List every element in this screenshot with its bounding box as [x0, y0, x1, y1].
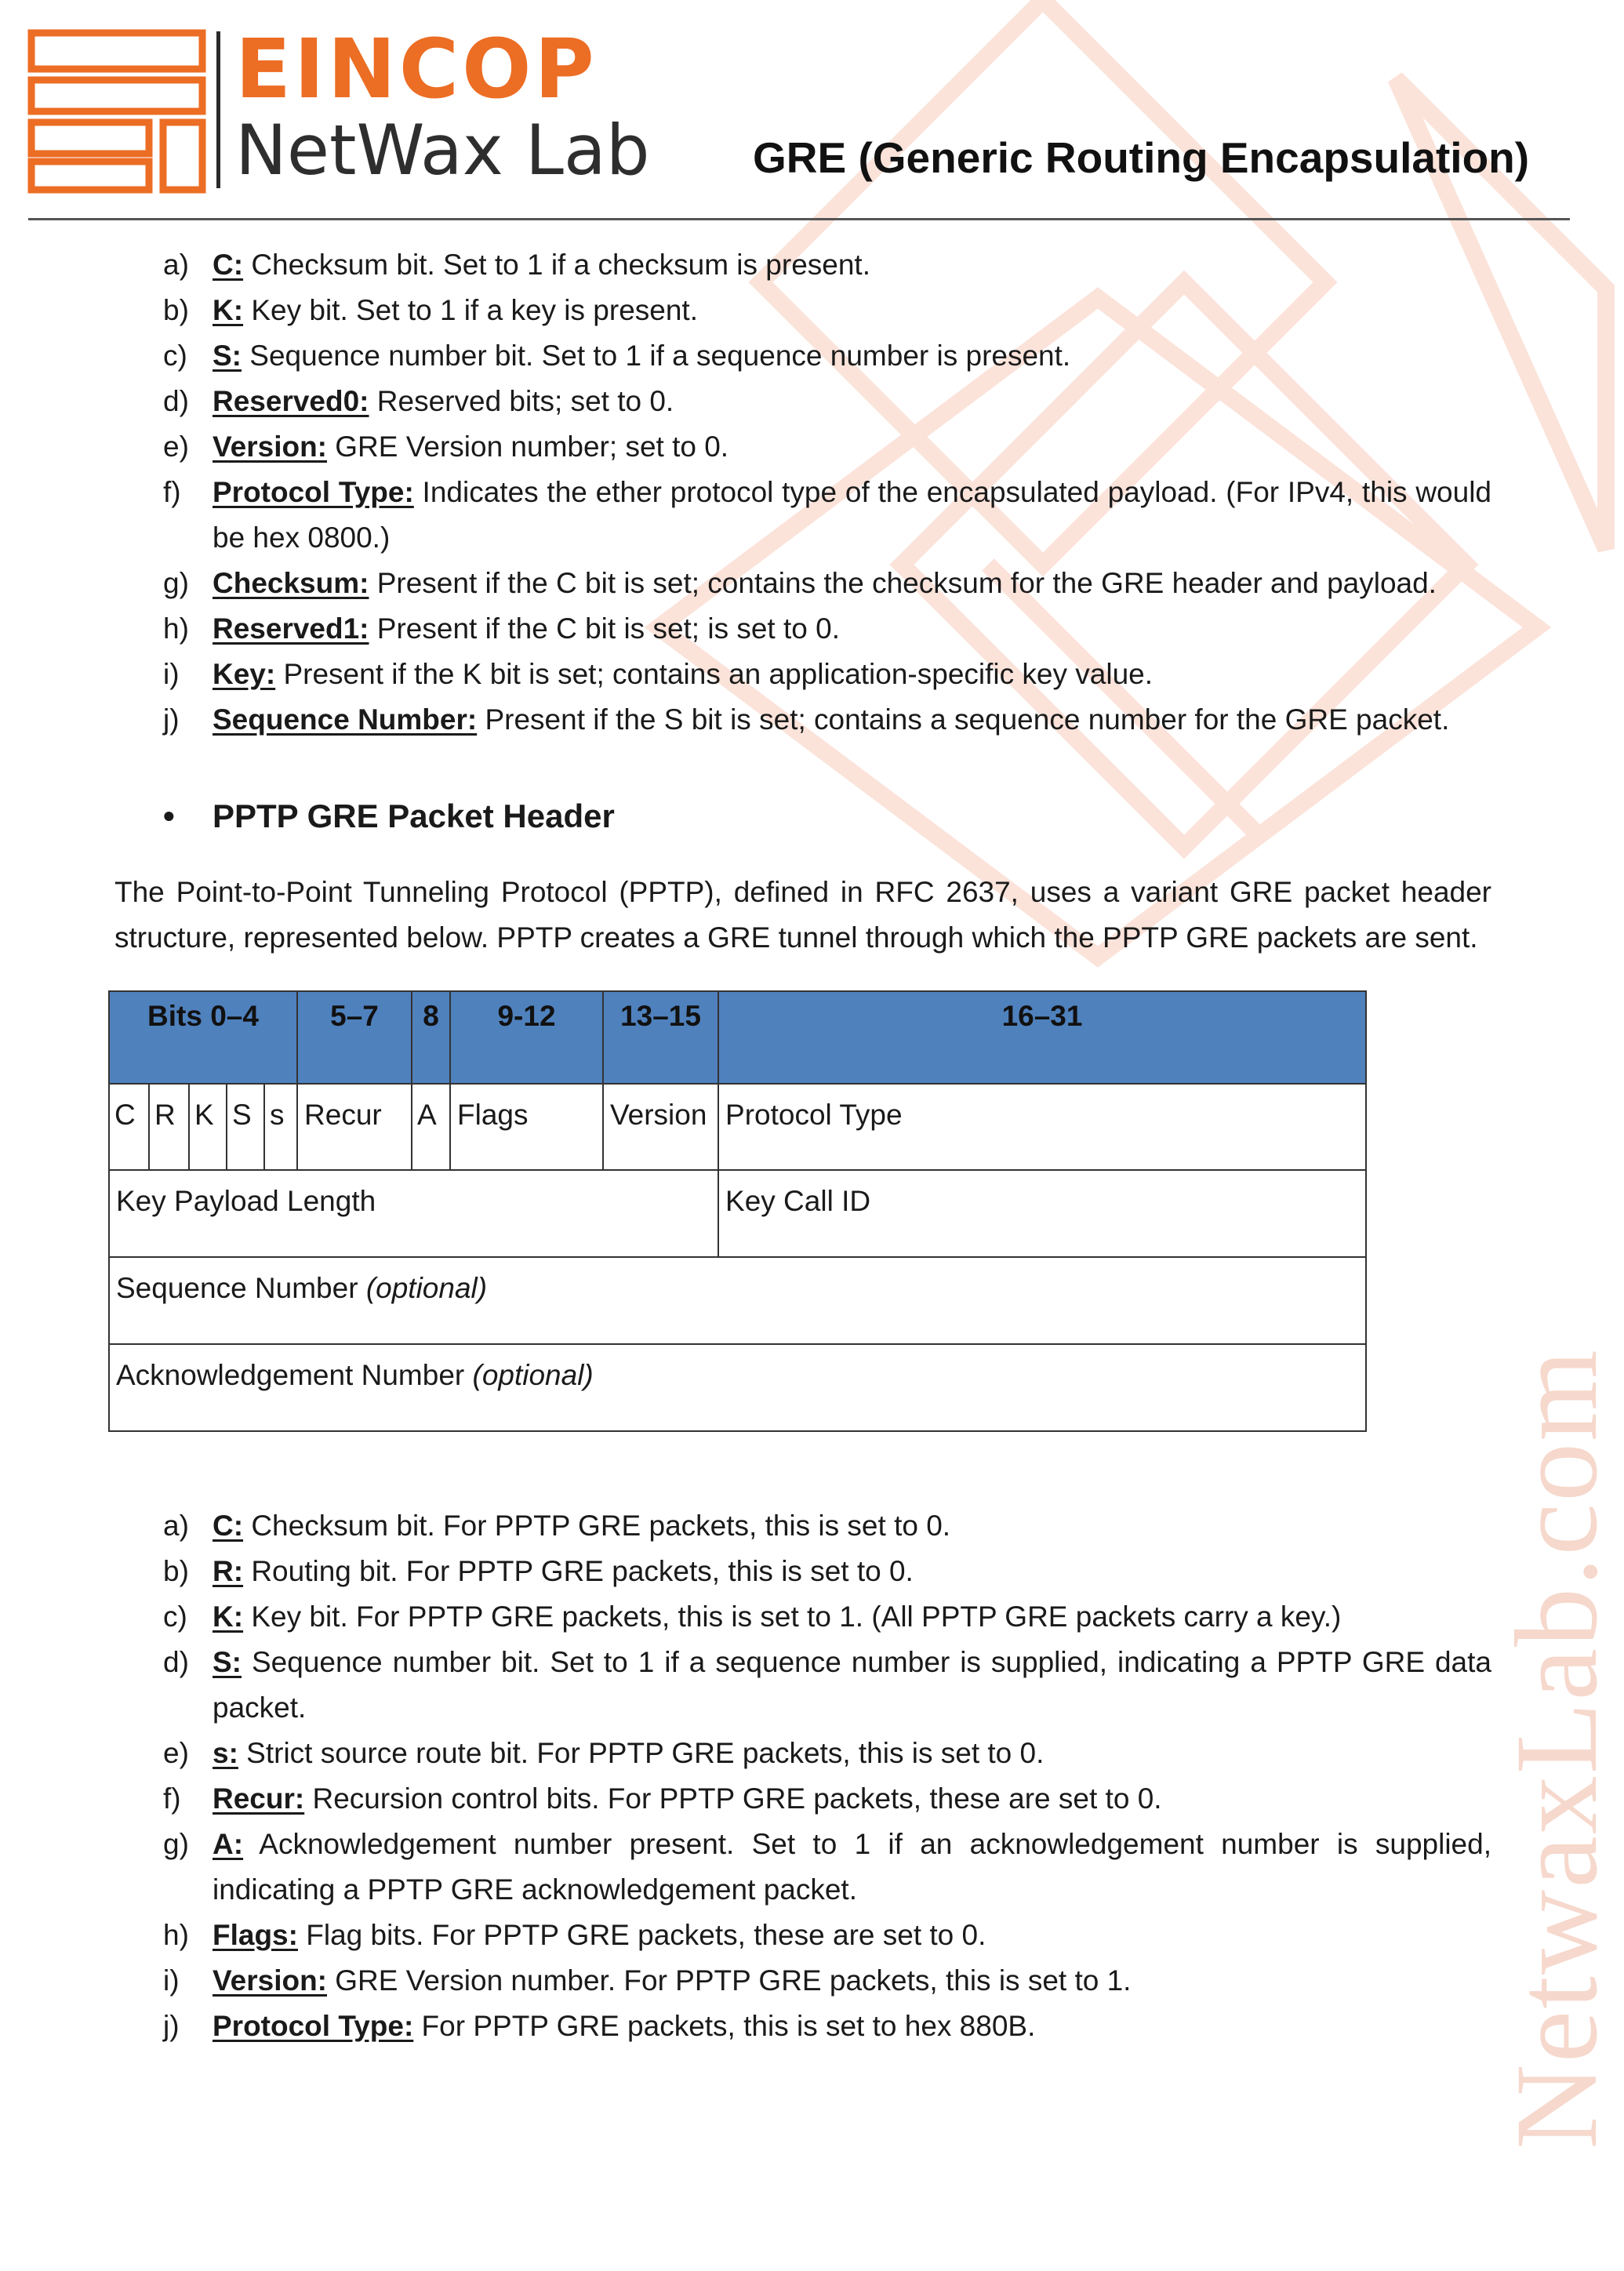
- table-cell: Flags: [450, 1084, 603, 1170]
- list-item: [0, 1640, 1606, 1731]
- table-header-cell: 16–31: [718, 991, 1366, 1084]
- field-description: GRE Version number. For PPTP GRE packets, this is set to 1.: [327, 1964, 1132, 1997]
- list-marker: b): [163, 1555, 189, 1587]
- field-description: Present if the C bit is set; is set to 0.: [369, 612, 840, 645]
- list-marker: f): [163, 1782, 181, 1815]
- list-marker: j): [163, 703, 180, 736]
- table-cell: Recur: [297, 1084, 412, 1170]
- list-item: [0, 1594, 1606, 1640]
- field-term: S:: [213, 340, 242, 372]
- page-header: [0, 0, 1606, 227]
- table-cell: Version: [603, 1084, 718, 1170]
- pptp-field-list: [0, 1503, 1606, 2049]
- field-term: Key:: [213, 658, 276, 690]
- field-term: Protocol Type:: [213, 476, 414, 508]
- gre-field-list: [0, 242, 1606, 743]
- field-term: K:: [213, 294, 244, 326]
- table-header-cell: 5–7: [297, 991, 412, 1084]
- brand-divider: [216, 31, 220, 188]
- field-term: A:: [213, 1828, 244, 1860]
- intro-paragraph: The Point-to-Point Tunneling Protocol (PPTP), defined in RFC 2637, uses a variant GRE packet header structure, represented below. PPTP creates a GRE tunnel through which the PPTP GRE packets are sent.: [114, 876, 1491, 954]
- field-description: Checksum bit. Set to 1 if a checksum is present.: [243, 249, 870, 281]
- pptp-header-table: [108, 990, 1367, 1432]
- list-marker: h): [163, 1919, 189, 1951]
- field-term: K:: [213, 1601, 244, 1633]
- list-marker: g): [163, 567, 189, 599]
- list-marker: j): [163, 2010, 180, 2042]
- list-marker: h): [163, 612, 189, 645]
- field-description: Strict source route bit. For PPTP GRE packets, this is set to 0.: [238, 1737, 1045, 1769]
- table-cell: C: [109, 1084, 149, 1170]
- field-description: Checksum bit. For PPTP GRE packets, this is set to 0.: [243, 1510, 951, 1542]
- field-description: Present if the K bit is set; contains an application-specific key value.: [275, 658, 1154, 690]
- field-description: Key bit. For PPTP GRE packets, this is set to 1. (All PPTP GRE packets carry a key.): [243, 1601, 1342, 1633]
- table-header-row: [109, 991, 1366, 1084]
- field-description: GRE Version number; set to 0.: [327, 431, 729, 463]
- table-cell: K: [189, 1084, 227, 1170]
- list-marker: i): [163, 1964, 180, 1997]
- list-item: [0, 379, 1606, 424]
- field-description: Recursion control bits. For PPTP GRE packets, these are set to 0.: [304, 1782, 1162, 1815]
- table-row: [109, 1257, 1366, 1344]
- field-description: Present if the C bit is set; contains the checksum for the GRE header and payload.: [369, 567, 1437, 599]
- list-item: [0, 288, 1606, 333]
- field-term: Flags:: [213, 1919, 298, 1951]
- list-item: [0, 1503, 1606, 1549]
- section-heading-text: PPTP GRE Packet Header: [213, 798, 615, 834]
- table-cell: Key Call ID: [718, 1170, 1366, 1257]
- list-marker: a): [163, 249, 189, 281]
- table-cell: s: [264, 1084, 297, 1170]
- list-marker: e): [163, 431, 189, 463]
- field-term: Reserved1:: [213, 612, 369, 645]
- field-term: s:: [213, 1737, 238, 1769]
- table-cell: Key Payload Length: [109, 1170, 718, 1257]
- section-heading: [163, 794, 615, 839]
- list-item: [0, 1822, 1606, 1913]
- field-description: Indicates the ether protocol type of the encapsulated payload. (For IPv4, this would be hex 0800.): [213, 476, 1491, 554]
- list-item: [0, 697, 1606, 743]
- list-item: [0, 2004, 1606, 2049]
- field-term: Checksum:: [213, 567, 369, 599]
- field-description: Routing bit. For PPTP GRE packets, this is set to 0.: [243, 1555, 914, 1587]
- field-description: For PPTP GRE packets, this is set to hex 880B.: [413, 2010, 1036, 2042]
- header-divider: [28, 218, 1570, 220]
- bullet-icon: •: [163, 798, 175, 834]
- list-item: [0, 606, 1606, 652]
- list-marker: e): [163, 1737, 189, 1769]
- field-description: Sequence number bit. Set to 1 if a sequence number is supplied, indicating a PPTP GRE data packet.: [213, 1646, 1491, 1724]
- brand-name-bottom: NetWax Lab: [235, 110, 650, 191]
- field-description: Flag bits. For PPTP GRE packets, these are set to 0.: [297, 1919, 986, 1951]
- field-term: Sequence Number:: [213, 703, 478, 736]
- list-marker: g): [163, 1828, 189, 1860]
- table-cell-label: Sequence Number: [116, 1272, 366, 1304]
- table-cell: S: [227, 1084, 264, 1170]
- list-item: [0, 1549, 1606, 1594]
- table-cell: A: [412, 1084, 450, 1170]
- field-description: Key bit. Set to 1 if a key is present.: [243, 294, 698, 326]
- list-marker: c): [163, 340, 187, 372]
- table-cell-note: (optional): [365, 1272, 488, 1304]
- table-header-cell: 13–15: [603, 991, 718, 1084]
- list-item: [0, 1913, 1606, 1958]
- field-term: Protocol Type:: [213, 2010, 414, 2042]
- table-cell: R: [149, 1084, 189, 1170]
- table-row: [109, 1084, 1366, 1170]
- list-item: [0, 424, 1606, 470]
- field-term: S:: [213, 1646, 242, 1678]
- watermark-text: NetwaxLab.com: [1491, 1348, 1622, 2149]
- field-term: Version:: [213, 1964, 327, 1997]
- list-item: [0, 561, 1606, 606]
- list-item: [0, 242, 1606, 288]
- list-item: [0, 1731, 1606, 1776]
- table-cell: [109, 1257, 1366, 1344]
- table-cell-label: Acknowledgement Number: [116, 1359, 473, 1391]
- brand-name-top: EINCOP: [235, 21, 598, 117]
- list-marker: f): [163, 476, 181, 508]
- table-header-cell: 8: [412, 991, 450, 1084]
- page-title: GRE (Generic Routing Encapsulation): [753, 133, 1530, 182]
- table-row: [109, 1170, 1366, 1257]
- field-term: C:: [213, 1510, 244, 1542]
- table-cell: [109, 1344, 1366, 1431]
- table-cell: Protocol Type: [718, 1084, 1366, 1170]
- list-marker: a): [163, 1510, 189, 1542]
- table-cell-note: (optional): [472, 1359, 594, 1391]
- field-description: Acknowledgement number present. Set to 1 if an acknowledgement number is supplied, indicating a PPTP GRE acknowledgement packet.: [213, 1828, 1491, 1906]
- field-description: Present if the S bit is set; contains a sequence number for the GRE packet.: [477, 703, 1450, 736]
- field-term: R:: [213, 1555, 244, 1587]
- list-item: [0, 1958, 1606, 2004]
- list-item: [0, 470, 1606, 561]
- list-item: [0, 333, 1606, 379]
- field-term: Reserved0:: [213, 385, 369, 417]
- list-marker: d): [163, 1646, 189, 1678]
- list-item: [0, 1776, 1606, 1822]
- table-row: [109, 1344, 1366, 1431]
- field-term: Version:: [213, 431, 327, 463]
- table-header-cell: 9-12: [450, 991, 603, 1084]
- field-term: Recur:: [213, 1782, 305, 1815]
- list-marker: b): [163, 294, 189, 326]
- list-marker: d): [163, 385, 189, 417]
- list-marker: c): [163, 1601, 187, 1633]
- list-marker: i): [163, 658, 180, 690]
- list-item: [0, 652, 1606, 697]
- eincop-logo-icon: [28, 30, 209, 194]
- field-term: C:: [213, 249, 244, 281]
- field-description: Sequence number bit. Set to 1 if a sequence number is present.: [242, 340, 1071, 372]
- table-header-cell: Bits 0–4: [109, 991, 297, 1084]
- field-description: Reserved bits; set to 0.: [369, 385, 674, 417]
